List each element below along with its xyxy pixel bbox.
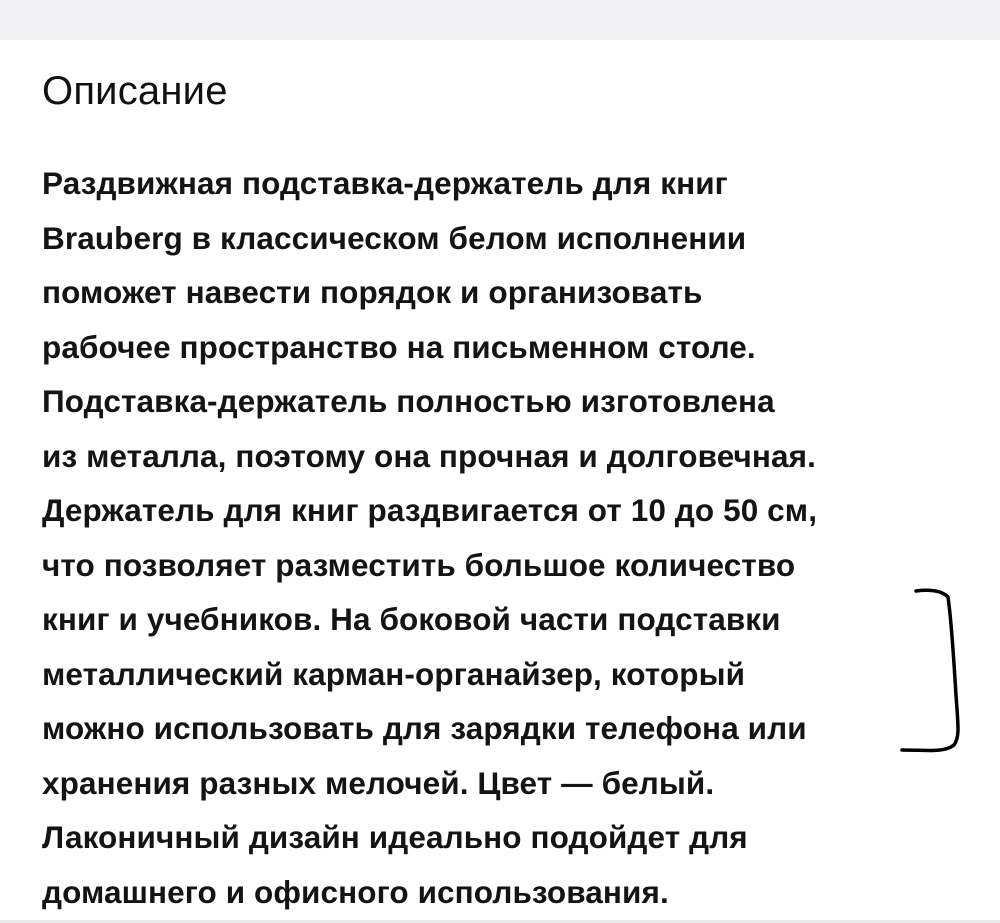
hand-drawn-bracket-icon <box>898 585 968 755</box>
description-line: Держатель для книг раздвигается от 10 до 50 см, <box>42 492 818 528</box>
description-line: книг и учебников. На боковой части подставки <box>42 601 781 637</box>
description-line: Лаконичный дизайн идеально подойдет для <box>42 819 748 855</box>
description-line: что позволяет разместить большое количество <box>42 546 796 583</box>
description-line: можно использовать для зарядки телефона или <box>42 710 807 746</box>
description-line: хранения разных мелочей. Цвет — белый. <box>42 764 715 801</box>
description-line: Brauberg в классическом белом исполнении <box>42 219 747 256</box>
description-line: из металла, поэтому она прочная и долговечная. <box>42 437 816 474</box>
description-line: поможет навести порядок и организовать <box>42 274 703 310</box>
description-text <box>42 156 962 919</box>
description-line: металлический карман-органайзер, который <box>42 655 746 692</box>
description-line: Раздвижная подставка-держатель для книг <box>42 165 728 201</box>
description-line: домашнего и офисного использования. <box>42 873 669 910</box>
description-line: рабочее пространство на письменном столе. <box>42 328 756 365</box>
description-line: Подставка-держатель полностью изготовлена <box>42 383 775 419</box>
section-title: Описание <box>42 69 228 113</box>
description-card <box>0 40 1000 923</box>
